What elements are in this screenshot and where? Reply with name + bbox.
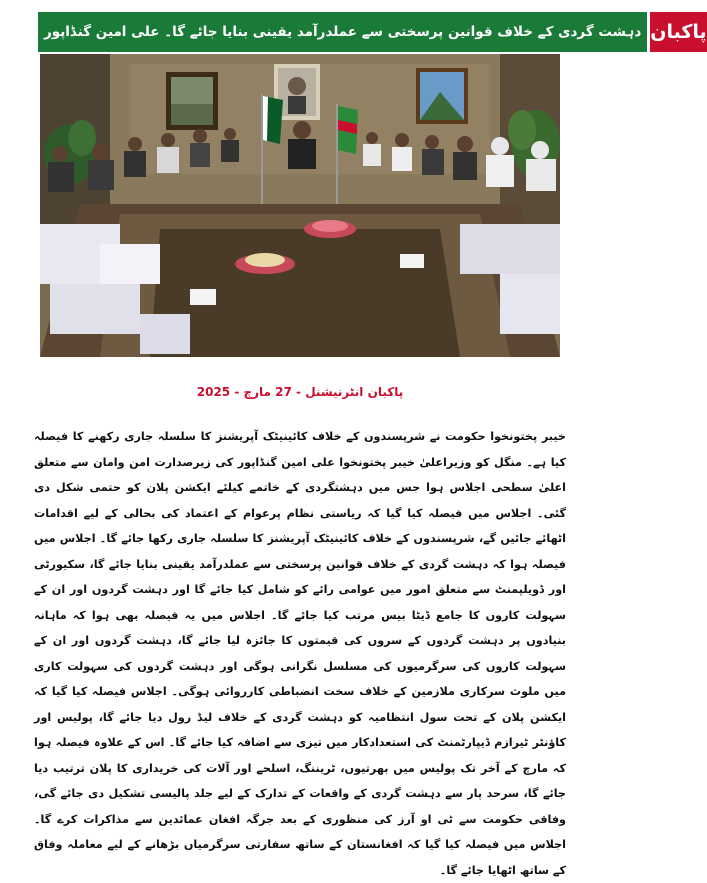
header-bar [38, 12, 707, 52]
headline: دہشت گردی کے خلاف قوانین پرسختی سے عملدرآمد یقینی بنایا جائے گا۔ علی امین گنڈاپور [38, 12, 647, 52]
wall-painting-left [166, 72, 218, 130]
wall-painting-right [416, 68, 468, 124]
tissue-box [400, 254, 424, 268]
dateline: پاکبان انٹرنیشنل - 27 مارچ - 2025 [196, 385, 404, 399]
article-body [34, 424, 566, 883]
tissue-box [190, 289, 216, 305]
brand-logo: پاکبان [647, 12, 706, 52]
article-paragraph: خیبر پختونخوا حکومت نے شرپسندوں کے خلاف کائینیٹک آپریشنز کا سلسلہ جاری رکھنے کا فیصلہ کیا ہے۔ منگل کو وزیراعلیٰ خیبر پختونخوا علی امین گنڈاپور کی زیرصدارت امن وامان سے متعلق اعلیٰ سطحی اجلاس ہوا جس میں دہشتگردی کے خاتمے کیلئے ایکشن پلان کو حتمی شکل دی گئی۔ اجلاس میں فیصلہ کیا گیا کہ ریاستی نظام پرعوام کے اعتماد کی بحالی کے لیے اقدامات اٹھائے جائیں گے، شرپسندوں کے خلاف کائینیٹک آپریشنز کا سلسلہ جاری رکھا جائے گا۔ اجلاس میں فیصلہ ہوا کہ دہشت گردی کے خلاف قوانین پرسختی سے عملدرآمد یقینی بنایا جائے گا، سکیورٹی اور ڈویلپمنٹ سے متعلق امور میں عوامی رائے کو شامل کیا جائے گا اور دہشت گردوں اور ان کے سہولت کاروں کا جامع ڈیٹا بیس مرتب کیا جائے گا۔ اجلاس میں یہ فیصلہ بھی ہوا کہ ماہانہ بنیادوں پر دہشت گردوں کے سروں کی قیمتوں کا جائزہ لیا جائے گا، دہشت گردوں اور ان کے سہولت کاروں کی سرگرمیوں کی مسلسل نگرانی ہوگی اور دہشت گردوں کی سہولت کاری میں ملوث سرکاری ملازمین کے خلاف سخت انضباطی کارروائی ہوگی۔ اجلاس فیصلہ کیا گیا کہ ایکشن پلان کے تحت سول انتظامیہ کو دہشت گردی کے خلاف لیڈ رول دیا جائے گا، پولیس اور کاؤنٹر ٹیرازم ڈیپارٹمنٹ کی استعدادکار میں تیزی سے اضافہ کیا جائے گا۔ اس کے علاوہ فیصلہ ہوا کہ مارچ کے آخر تک پولیس میں بھرتیوں، ٹریننگ، اسلحے اور آلات کی خریداری کا پلان ترتیب دیا جائے گا، سرحد پار سے دہشت گردی کے واقعات کے تدارک کے لیے جلد پالیسی تشکیل دی جائے گی، وفاقی حکومت سے ٹی او آرز کی منظوری کے بعد جرگہ افغان عمائدین سے مذاکرات کرے گا۔ اجلاس میں فیصلہ کیا گیا کہ افغانستان کے ساتھ سفارتی سرگرمیاں بڑھانے کے لیے معاملہ وفاق کے ساتھ اٹھایا جائے گا۔ [34, 430, 566, 877]
meeting-photo [40, 54, 560, 357]
